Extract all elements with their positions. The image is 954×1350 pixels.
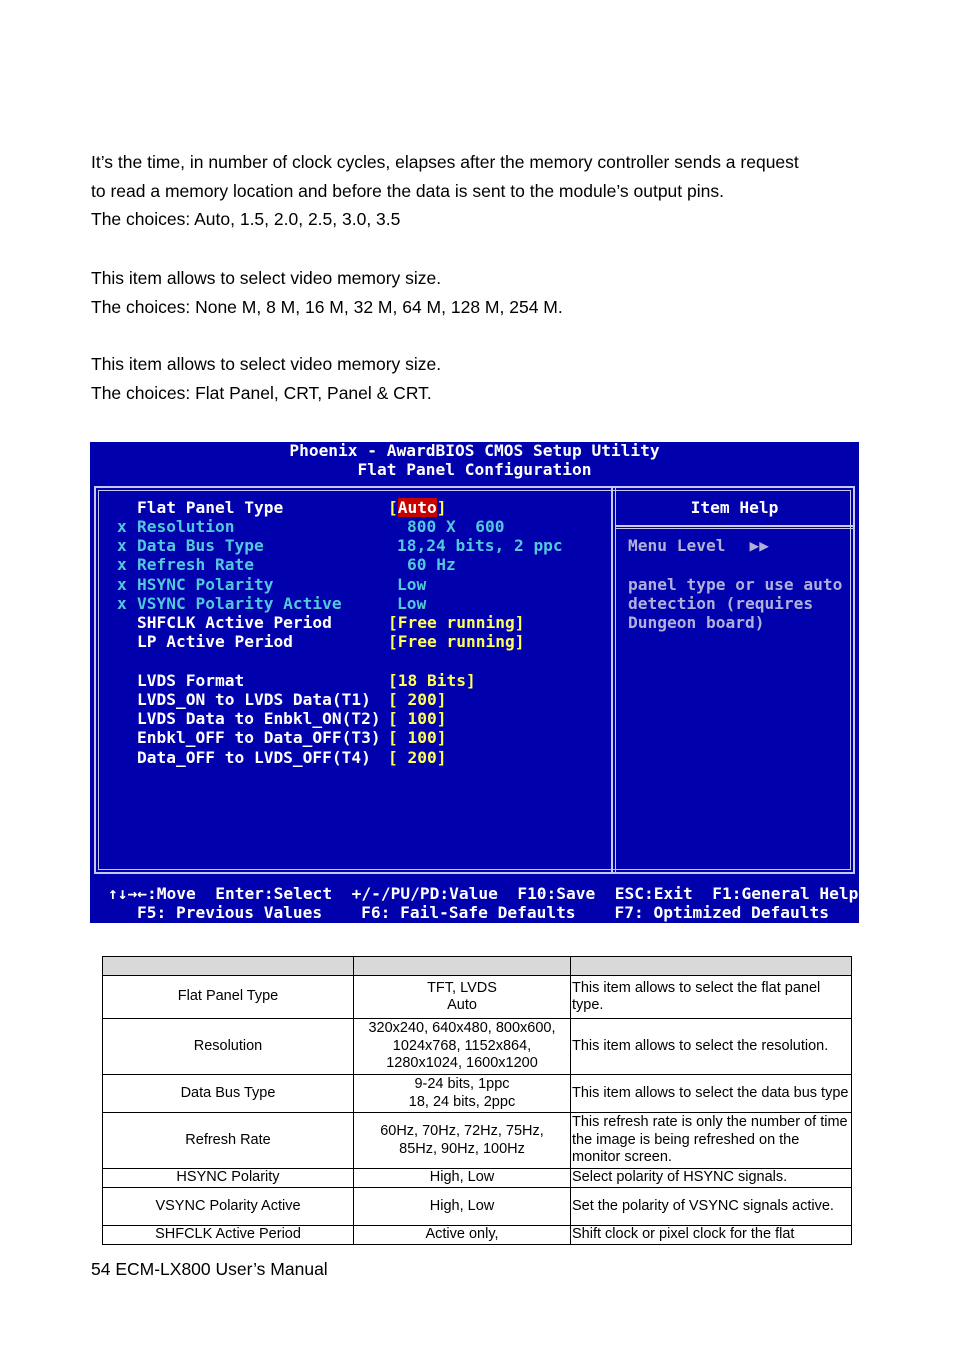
- bios-item-label: Refresh Rate: [137, 555, 254, 574]
- bios-item-label: Data Bus Type: [137, 536, 264, 555]
- page-footer: 54 ECM-LX800 User’s Manual: [91, 1259, 328, 1279]
- bios-item-value-selected[interactable]: Auto: [397, 498, 437, 517]
- help-text-line: panel type or use auto: [628, 575, 843, 594]
- table-row: [103, 1019, 852, 1075]
- bios-item-value[interactable]: [Free running]: [388, 632, 525, 651]
- text-line: It’s the time, in number of clock cycles, elapses after the memory controller sends a request: [91, 152, 799, 172]
- text-line: The choices: Auto, 1.5, 2.0, 2.5, 3.0, 3.5: [91, 209, 401, 229]
- bios-title: Phoenix - AwardBIOS CMOS Setup Utility: [289, 441, 660, 460]
- table-cell-name: SHFCLK Active Period: [103, 1226, 354, 1245]
- menu-level-label: [628, 536, 769, 555]
- bios-item-value[interactable]: [ 200]: [388, 748, 447, 767]
- table-cell-name: Data Bus Type: [103, 1075, 354, 1113]
- table-header-cell: [103, 957, 354, 976]
- paragraph-cas-latency: [91, 148, 799, 234]
- table-cell-desc: This item allows to select the resolution.: [571, 1019, 852, 1075]
- table-cell-options: [354, 976, 571, 1019]
- bios-item-value[interactable]: [ 200]: [388, 690, 447, 709]
- option-line: High, Low: [429, 1169, 495, 1186]
- table-cell-desc: Select polarity of HSYNC signals.: [571, 1169, 852, 1188]
- bios-item-label: HSYNC Polarity: [137, 575, 274, 594]
- bios-item-value[interactable]: [Free running]: [388, 613, 525, 632]
- table-row: [103, 1169, 852, 1188]
- bios-item-label: Enbkl_OFF to Data_OFF(T3): [137, 728, 381, 747]
- table-row: [103, 1188, 852, 1226]
- bios-item-label: LVDS Format: [137, 671, 245, 690]
- paragraph-video-memory: [91, 264, 563, 321]
- bios-item-label: LP Active Period: [137, 632, 293, 651]
- option-line: 9-24 bits, 1ppc: [414, 1076, 510, 1092]
- text-line: This item allows to select video memory size.: [91, 354, 442, 374]
- bios-key-legend-1: ↑↓→←:Move Enter:Select +/-/PU/PD:Value F10:Save ESC:Exit F1:General Help: [108, 884, 859, 903]
- table-cell-name: VSYNC Polarity Active: [103, 1188, 354, 1226]
- table-row: [103, 1075, 852, 1113]
- table-header-cell: [571, 957, 852, 976]
- menu-level-text: Menu Level: [628, 536, 726, 555]
- bios-item-value: 800 X 600: [407, 517, 505, 536]
- disabled-marker-icon: x: [117, 536, 127, 555]
- disabled-marker-icon: x: [117, 517, 127, 536]
- bios-panel-divider: [611, 486, 616, 874]
- table-cell-name: Flat Panel Type: [103, 976, 354, 1019]
- bios-help-divider: [615, 525, 853, 529]
- table-cell-name: Refresh Rate: [103, 1113, 354, 1169]
- table-header-row: [103, 957, 852, 976]
- text-line: The choices: None M, 8 M, 16 M, 32 M, 64 M, 128 M, 254 M.: [91, 296, 563, 317]
- option-line: 60Hz, 70Hz, 72Hz, 75Hz,: [380, 1123, 544, 1139]
- bios-subtitle: Flat Panel Configuration: [357, 460, 592, 479]
- text-line: This item allows to select video memory size.: [91, 268, 442, 288]
- table-cell-options: [354, 1075, 571, 1113]
- bios-item-label: LVDS Data to Enbkl_ON(T2): [137, 709, 381, 728]
- text-line: The choices: Flat Panel, CRT, Panel & CRT.: [91, 382, 432, 403]
- text-line: to read a memory location and before the data is sent to the module’s output pins.: [91, 180, 724, 201]
- disabled-marker-icon: x: [117, 594, 127, 613]
- table-cell-options: [354, 1113, 571, 1169]
- bios-item-value[interactable]: [18 Bits]: [388, 671, 476, 690]
- options-table: [102, 956, 852, 1245]
- bios-item-value[interactable]: [ 100]: [388, 709, 447, 728]
- bios-item-label: Resolution: [137, 517, 235, 536]
- table-cell-options: [354, 1169, 571, 1188]
- option-line: Active only,: [425, 1226, 499, 1243]
- option-line: High, Low: [429, 1197, 495, 1214]
- table-cell-desc: This item allows to select the data bus type: [571, 1075, 852, 1113]
- bios-item-value[interactable]: [ 100]: [388, 728, 447, 747]
- bios-item-value: Low: [397, 575, 427, 594]
- bios-item-label: SHFCLK Active Period: [137, 613, 332, 632]
- table-cell-options: [354, 1019, 571, 1075]
- bios-item-value: Low: [397, 594, 427, 613]
- option-line: Auto: [447, 997, 477, 1013]
- option-line: 320x240, 640x480, 800x600,: [368, 1020, 556, 1037]
- paragraph-output-display: [91, 350, 441, 407]
- table-row: [103, 1226, 852, 1245]
- bios-item-label: Flat Panel Type: [137, 498, 284, 517]
- bios-item-value: 18,24 bits, 2 ppc: [397, 536, 563, 555]
- bracket: ]: [436, 498, 447, 517]
- disabled-marker-icon: x: [117, 555, 127, 574]
- table-cell-options: [354, 1188, 571, 1226]
- bracket: [: [388, 498, 398, 517]
- table-cell-name: Resolution: [103, 1019, 354, 1075]
- table-cell-desc: This refresh rate is only the number of time the image is being refreshed on the monitor screen.: [571, 1113, 852, 1169]
- table-row: [103, 1113, 852, 1169]
- option-line: 1024x768, 1152x864,: [392, 1037, 532, 1054]
- bios-item-label: LVDS_ON to LVDS Data(T1): [137, 690, 371, 709]
- bios-item-value: 60 Hz: [407, 555, 456, 574]
- disabled-marker-icon: x: [117, 575, 127, 594]
- table-row: [103, 976, 852, 1019]
- help-text-line: detection (requires: [628, 594, 814, 613]
- table-cell-options: [354, 1226, 571, 1245]
- option-line: 85Hz, 90Hz, 100Hz: [399, 1140, 525, 1157]
- option-line: 18, 24 bits, 2ppc: [408, 1093, 516, 1110]
- help-text-line: Dungeon board): [628, 613, 765, 632]
- table-cell-name: HSYNC Polarity: [103, 1169, 354, 1188]
- table-cell-desc: This item allows to select the flat panel type.: [571, 976, 852, 1019]
- bios-key-legend-2: F5: Previous Values F6: Fail-Safe Defaults F7: Optimized Defaults: [137, 903, 829, 922]
- table-header-cell: [354, 957, 571, 976]
- bios-item-label: Data_OFF to LVDS_OFF(T4): [137, 748, 371, 767]
- bios-item-label: VSYNC Polarity Active: [137, 594, 342, 613]
- table-cell-desc: Shift clock or pixel clock for the flat: [571, 1226, 852, 1245]
- option-line: 1280x1024, 1600x1200: [386, 1055, 538, 1072]
- item-help-title: Item Help: [690, 498, 779, 517]
- bios-screenshot: [90, 442, 859, 923]
- table-cell-desc: Set the polarity of VSYNC signals active.: [571, 1188, 852, 1226]
- option-line: TFT, LVDS: [427, 979, 497, 996]
- double-arrow-icon: ▶▶: [749, 536, 769, 555]
